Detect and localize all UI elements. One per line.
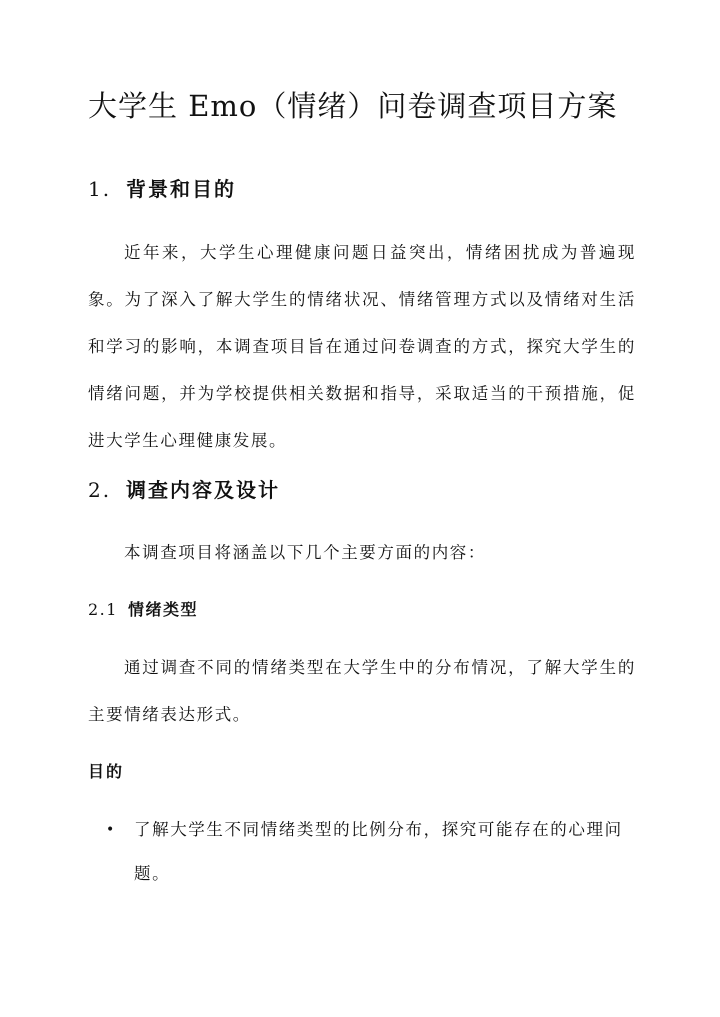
subsection-number: 2.1 bbox=[88, 600, 118, 619]
section-heading-text: 调查内容及设计 bbox=[126, 478, 280, 502]
section-number: 2. bbox=[88, 478, 112, 502]
purpose-list-item-text: 了解大学生不同情绪类型的比例分布，探究可能存在的心理问题。 bbox=[134, 820, 623, 883]
emotion-types-paragraph: 通过调查不同的情绪类型在大学生中的分布情况，了解大学生的主要情绪表达形式。 bbox=[88, 658, 636, 724]
document-title: 大学生 Emo（情绪）问卷调查项目方案 bbox=[88, 89, 618, 123]
section-heading-text: 背景和目的 bbox=[126, 177, 236, 201]
content-intro-paragraph: 本调查项目将涵盖以下几个主要方面的内容： bbox=[124, 543, 486, 562]
subsection-heading-emotion-types bbox=[88, 595, 198, 625]
section-heading-content-design bbox=[88, 473, 280, 507]
bullet-icon: • bbox=[106, 822, 116, 838]
section-heading-background bbox=[88, 172, 236, 206]
subsection-heading-text: 情绪类型 bbox=[128, 600, 199, 619]
background-paragraph: 近年来，大学生心理健康问题日益突出，情绪困扰成为普遍现象。为了深入了解大学生的情绪状况、情绪管理方式以及情绪对生活和学习的影响，本调查项目旨在通过问卷调查的方式，探究大学生的情绪问题，并为学校提供相关数据和指导，采取适当的干预措施，促进大学生心理健康发展。 bbox=[88, 243, 636, 450]
section-number: 1. bbox=[88, 177, 112, 201]
purpose-heading: 目的 bbox=[88, 762, 125, 781]
purpose-list-item bbox=[106, 808, 626, 896]
